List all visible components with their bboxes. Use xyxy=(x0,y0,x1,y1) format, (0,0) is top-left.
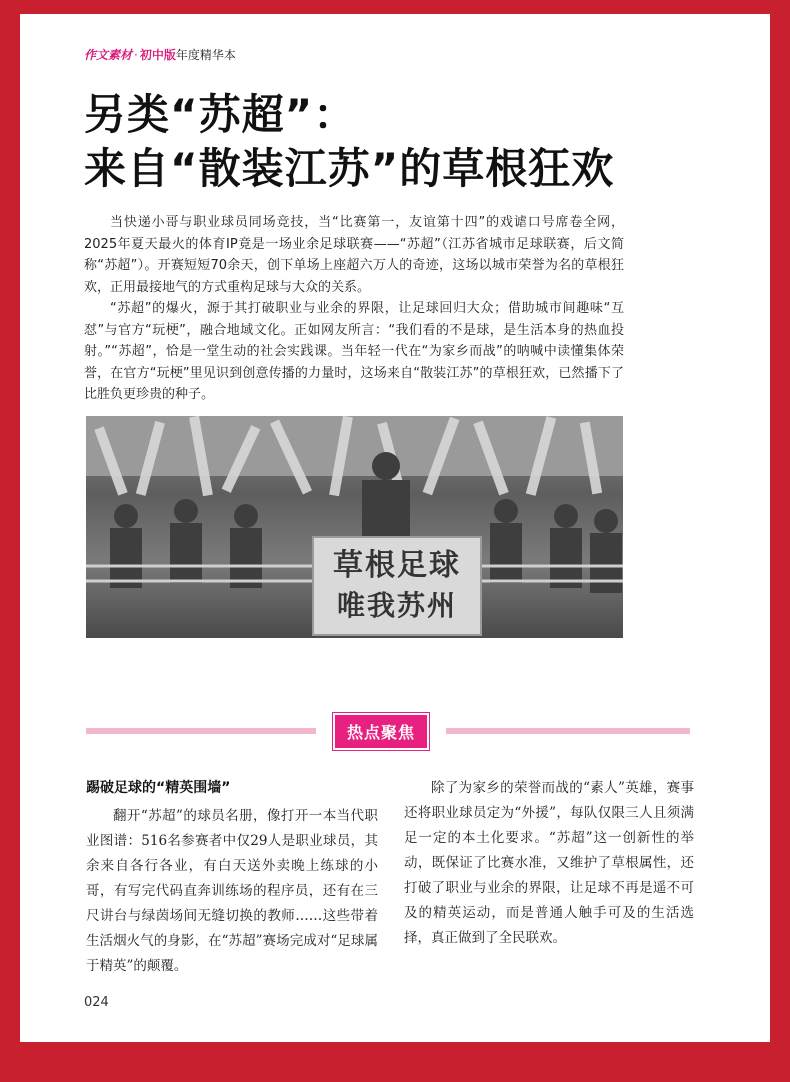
header-dot: · xyxy=(134,48,138,62)
banner-line-1: 草根足球 xyxy=(333,548,461,583)
intro-text xyxy=(84,212,624,406)
intro-paragraph-1: 当快递小哥与职业球员同场竞技，当“比赛第一，友谊第十四”的戏谑口号席卷全网，2025年夏天最火的体育IP竟是一场业余足球联赛——“苏超”（江苏省城市足球联赛，后文简称“苏超”）。开赛短短70余天，创下单场上座超六万人的奇迹，这场以城市荣誉为名的草根狂欢，正用最接地气的方式重构足球与大众的关系。 xyxy=(84,215,624,295)
section-tag-label: 热点聚焦 xyxy=(333,713,429,750)
section-tag xyxy=(316,714,446,748)
page-number: 024 xyxy=(84,995,109,1010)
intro-paragraph-2: “苏超”的爆火，源于其打破职业与业余的界限，让足球回归大众；借助城市间趣味“互怼”与官方“玩梗”，融合地域文化。正如网友所言：“我们看的不是球，是生活本身的热血投射。”“苏超”，恰是一堂生动的社会实践课。当年轻一代在“为家乡而战”的呐喊中读懂集体荣誉，在官方“玩梗”里见识到创意传播的力量时，这场来自“散装江苏”的草根狂欢，已然播下了比胜负更珍贵的种子。 xyxy=(84,301,624,402)
header-brand: 作文素材 xyxy=(84,48,133,62)
fan-banner xyxy=(312,536,482,636)
header-edition: 初中版 xyxy=(139,48,176,62)
fans-photo xyxy=(86,416,623,638)
right-paragraph: 除了为家乡的荣誉而战的“素人”英雄，赛事还将职业球员定为“外援”，每队仅限三人且须满足一定的本土化要求。“苏超”这一创新性的举动，既保证了比赛水准，又维护了草根属性，还打破了职业与业余的界限，让足球不再是遥不可及的精英运动，而是普通人触手可及的生活选择，真正做到了全民联欢。 xyxy=(404,780,694,946)
section-heading: 踢破足球的“精英围墙” xyxy=(86,780,231,796)
banner-line-2: 唯我苏州 xyxy=(336,589,457,622)
title-line-1: 另类“苏超”： xyxy=(84,90,357,139)
left-column xyxy=(86,776,378,979)
running-header xyxy=(84,46,236,63)
title-line-2: 来自“散装江苏”的草根狂欢 xyxy=(84,144,615,193)
right-column xyxy=(404,776,694,951)
article-title xyxy=(84,88,724,196)
header-subtitle: 年度精华本 xyxy=(175,48,236,62)
magazine-page xyxy=(20,14,770,1042)
left-paragraph: 翻开“苏超”的球员名册，像打开一本当代职业图谱：516名参赛者中仅29人是职业球员，其余来自各行各业，有白天送外卖晚上练球的小哥，有写完代码直奔训练场的程序员，还有在三尺讲台与绿茵场间无缝切换的教师……这些带着生活烟火气的身影，在“苏超”赛场完成对“足球属于精英”的颠覆。 xyxy=(86,808,378,974)
